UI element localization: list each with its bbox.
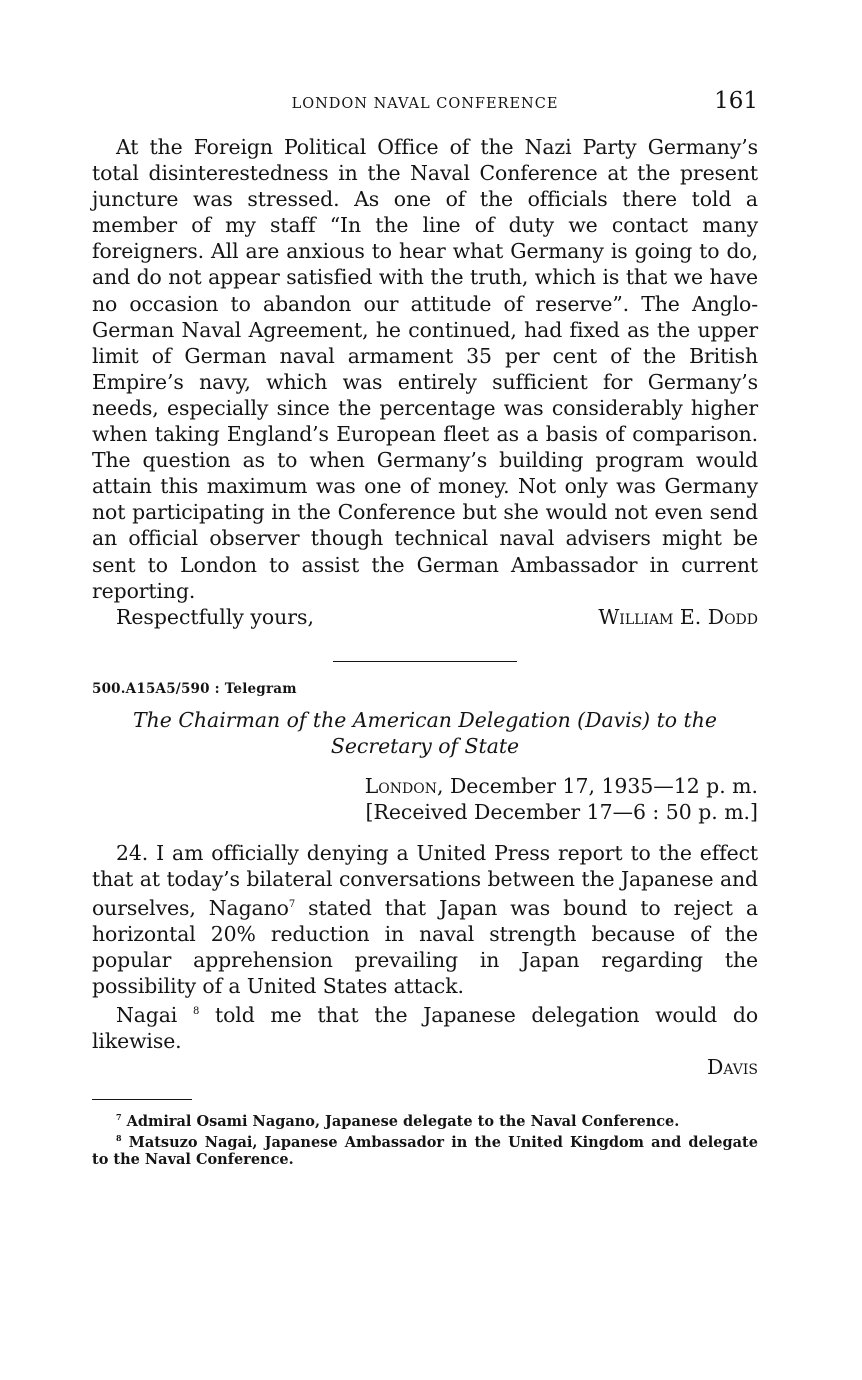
dateline-place: London <box>364 773 437 798</box>
footnote-7 <box>92 1109 758 1130</box>
dateline-sent <box>92 773 758 800</box>
footnote-text: Matsuzo Nagai, Japanese Ambassador in the United Kingdom and delegate to the Naval Conference. <box>92 1134 758 1169</box>
telegram-signature: Davis <box>707 1055 758 1080</box>
footnotes <box>92 1109 758 1168</box>
telegram-text-part: stated that Japan was bound to reject a horizontal 20% reduction in naval strength because of the popular apprehension prevailing in Japan regarding the possibility of a United States attack. <box>92 895 759 999</box>
section-divider <box>333 661 517 662</box>
footnote-ref-8: 8 <box>192 1006 200 1018</box>
running-header <box>92 86 758 120</box>
document-page <box>92 86 758 1168</box>
letter-closing <box>92 604 758 630</box>
dateline <box>92 773 758 826</box>
dateline-received: [Received December 17—6 : 50 p. m.] <box>365 800 758 825</box>
document-heading: The Chairman of the American Delegation (Davis) to the Secretary of State <box>133 707 717 758</box>
telegram-paragraph-2 <box>92 999 758 1054</box>
running-title: LONDON NAVAL CONFERENCE <box>291 96 559 112</box>
footnote-mark: 7 <box>116 1112 122 1123</box>
closing-salutation: Respectfully yours, <box>116 604 314 629</box>
telegram-text-part: told me that the Japanese delegation would do likewise. <box>92 1003 758 1054</box>
telegram-text-part: Nagai <box>116 1003 178 1028</box>
footnote-divider <box>92 1099 192 1100</box>
footnote-mark: 8 <box>116 1133 122 1144</box>
dateline-date: , December 17, 1935—12 p. m. <box>436 773 758 798</box>
footnote-text: Admiral Osami Nagano, Japanese delegate to the Naval Conference. <box>126 1113 680 1131</box>
telegram-text-part: 24. I am officially denying a United Press report to the effect that at today’s bilateral conversations between the Japanese and ourselves, Nagano <box>92 840 758 920</box>
telegram-paragraph <box>92 840 758 1000</box>
footnote-ref-7: 7 <box>288 898 296 910</box>
document-file-reference: 500.A15A5/590 : Telegram <box>92 680 297 697</box>
letter-paragraph: At the Foreign Political Office of the Nazi Party Germany’s total disinterestedness in the Naval Conference at the present juncture was stressed. As one of the officials there told a member of my staff “In the line of duty we contact many foreigners. All are anxious to hear what Germany is going to do, and do not appear satisfied with the truth, which is that we have no occasion to abandon our attitude of reserve”. The Anglo-German Naval Agreement, he continued, had fixed as the upper limit of German naval armament 35 per cent of the British Empire’s navy, which was entirely sufficient for Germany’s needs, especially since the percentage was considerably higher when taking England’s European fleet as a basis of comparison. The question as to when Germany’s building program would attain this maximum was one of money. Not only was Germany not participating in the Conference but she would not even send an official observer though technical naval advisers might be sent to London to assist the German Ambassador in current reporting. <box>92 135 758 603</box>
page-number: 161 <box>714 88 758 114</box>
letter-signature: William E. Dodd <box>598 604 758 629</box>
footnote-8 <box>92 1130 758 1168</box>
